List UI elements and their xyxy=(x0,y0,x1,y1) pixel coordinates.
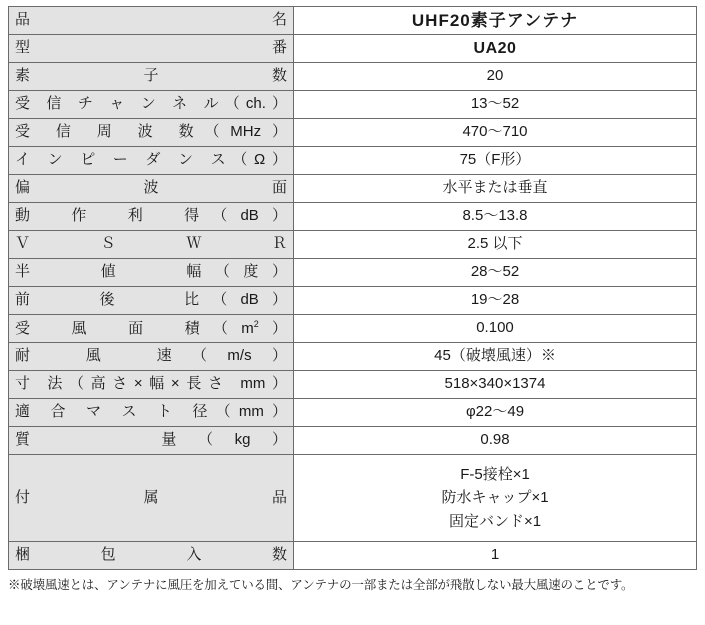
specification-table-body xyxy=(9,7,697,570)
list-item: F-5接栓×1 xyxy=(460,466,530,484)
table-row xyxy=(9,315,697,343)
table-row xyxy=(9,147,697,175)
row-label: 品 名 xyxy=(9,7,294,35)
row-value: 518×340×1374 xyxy=(294,371,697,399)
row-label: 半 値 幅（度） xyxy=(9,259,294,287)
table-row xyxy=(9,371,697,399)
row-value: 13〜52 xyxy=(294,91,697,119)
row-value: 8.5〜13.8 xyxy=(294,203,697,231)
table-row xyxy=(9,343,697,371)
row-value: 0.98 xyxy=(294,427,697,455)
row-label: 素 子 数 xyxy=(9,63,294,91)
specification-table xyxy=(8,6,697,570)
table-row xyxy=(9,119,697,147)
accessories-list xyxy=(300,463,690,533)
footnote: ※破壊風速とは、アンテナに風圧を加えている間、アンテナの一部または全部が飛散しない最大風速のことです。 xyxy=(8,578,634,592)
row-label: 受 信 チ ャ ン ネ ル（ch.） xyxy=(9,91,294,119)
row-value: UHF20素子アンテナ xyxy=(294,7,697,35)
list-item: 固定バンド×1 xyxy=(448,512,542,530)
row-value: 45（破壊風速）※ xyxy=(294,343,697,371)
row-value: 470〜710 xyxy=(294,119,697,147)
row-value: 1 xyxy=(294,542,697,570)
row-value: 28〜52 xyxy=(294,259,697,287)
row-label: 受 信 周 波 数（MHz） xyxy=(9,119,294,147)
row-value: 20 xyxy=(294,63,697,91)
table-row xyxy=(9,455,697,542)
row-label-area xyxy=(9,315,294,343)
table-row xyxy=(9,91,697,119)
row-value xyxy=(294,455,697,542)
table-row xyxy=(9,63,697,91)
table-row xyxy=(9,542,697,570)
table-row xyxy=(9,287,697,315)
row-label: 型 番 xyxy=(9,35,294,63)
table-row xyxy=(9,427,697,455)
table-row xyxy=(9,259,697,287)
row-value: φ22〜49 xyxy=(294,399,697,427)
row-label: 偏 波 面 xyxy=(9,175,294,203)
table-row xyxy=(9,399,697,427)
row-label-text: 受 風 面 積$(m^2)$ xyxy=(15,318,287,337)
row-label: 梱 包 入 数 xyxy=(9,542,294,570)
row-label: 質 量（kg） xyxy=(9,427,294,455)
table-row xyxy=(9,7,697,35)
table-row xyxy=(9,175,697,203)
row-value: 19〜28 xyxy=(294,287,697,315)
row-label: 動 作 利 得（dB） xyxy=(9,203,294,231)
row-value: 75（F形） xyxy=(294,147,697,175)
row-label: 付 属 品 xyxy=(9,455,294,542)
row-label: 前 後 比（dB） xyxy=(9,287,294,315)
row-label: 耐 風 速（m/s） xyxy=(9,343,294,371)
row-value: 水平または垂直 xyxy=(294,175,697,203)
row-label: 適 合 マ ス ト 径（mm） xyxy=(9,399,294,427)
row-value: 0.100 xyxy=(294,315,697,343)
list-item: 防水キャップ×1 xyxy=(441,489,549,507)
row-label: イ ン ピ ー ダ ン ス（Ω） xyxy=(9,147,294,175)
table-row xyxy=(9,203,697,231)
row-value: UA20 xyxy=(294,35,697,63)
table-row xyxy=(9,231,697,259)
table-row xyxy=(9,35,697,63)
row-value: 2.5 以下 xyxy=(294,231,697,259)
row-label: 寸 法（高さ×幅×長さ mm） xyxy=(9,371,294,399)
row-label: Ｖ Ｓ Ｗ Ｒ xyxy=(9,231,294,259)
